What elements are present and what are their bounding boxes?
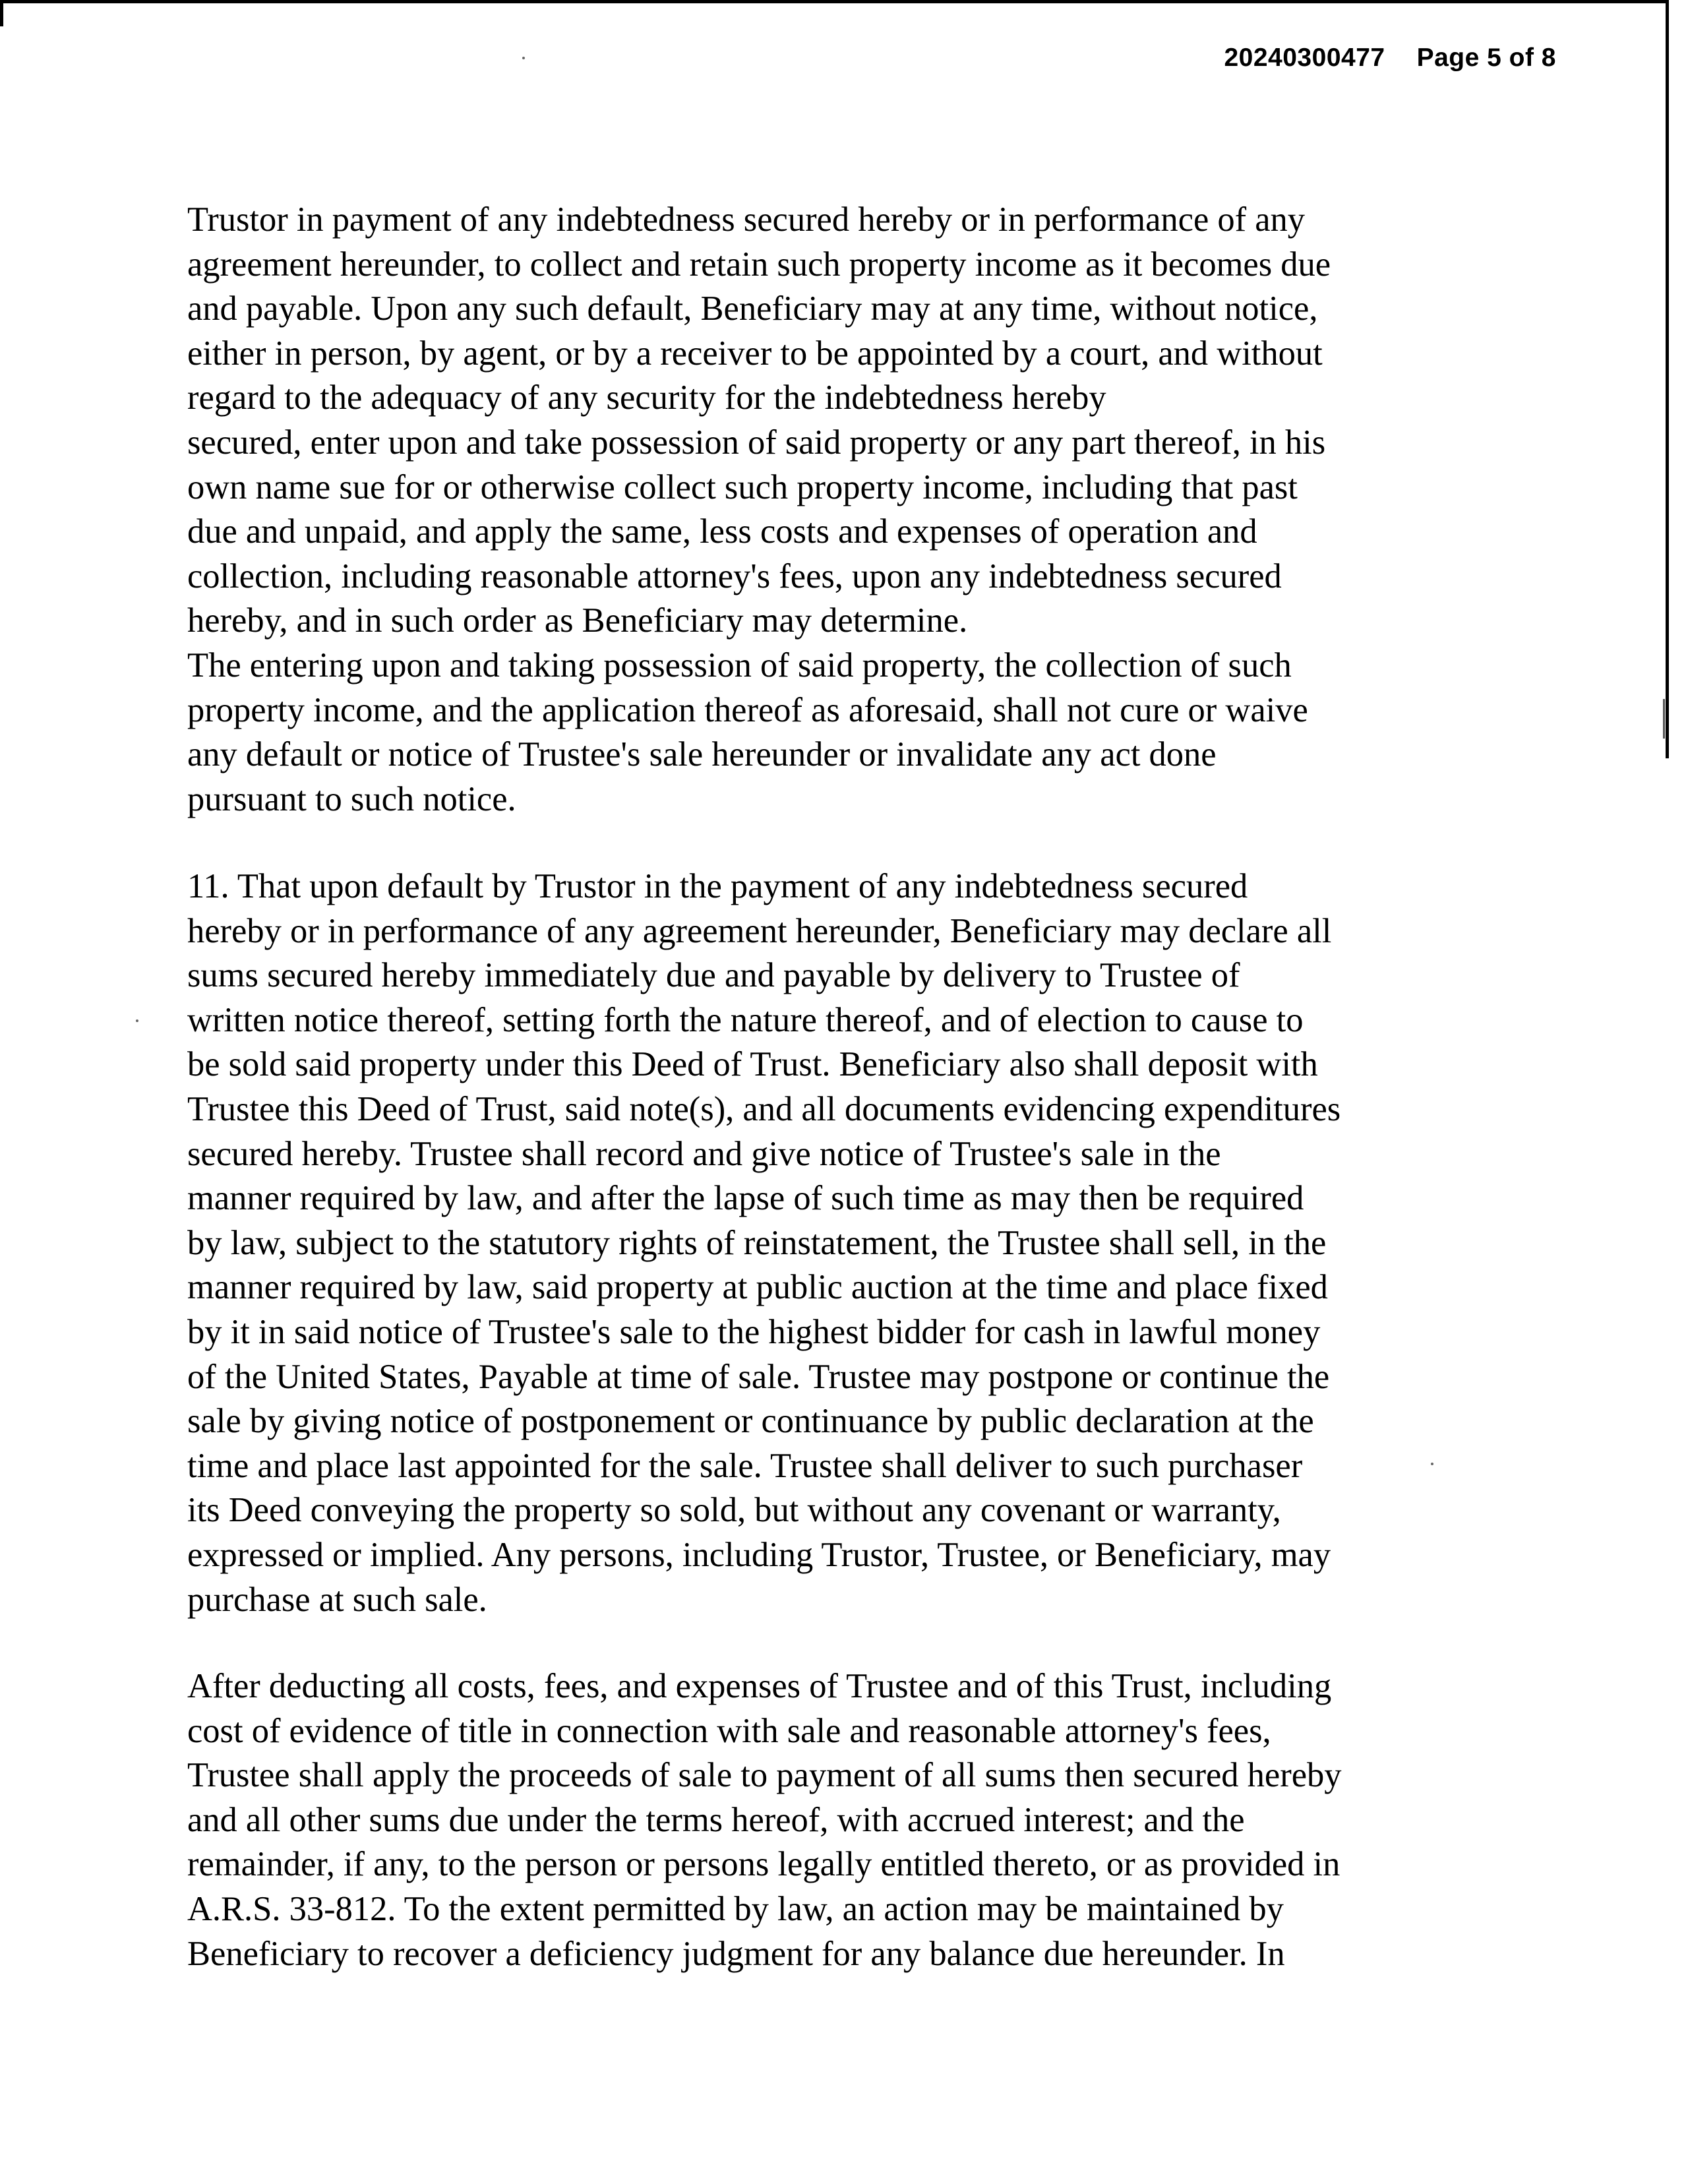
scan-border-right-faint [1663, 699, 1665, 739]
text-line: A.R.S. 33-812. To the extent permitted by law, an action may be maintained by [187, 1889, 1284, 1928]
text-line: due and unpaid, and apply the same, less costs and expenses of operation and [187, 512, 1257, 551]
text-line: its Deed conveying the property so sold, but without any covenant or warranty, [187, 1491, 1281, 1530]
document-number: 20240300477 [1224, 44, 1385, 72]
text-line: by it in said notice of Trustee's sale to the highest bidder for cash in lawful money [187, 1312, 1321, 1351]
text-line: and all other sums due under the terms hereof, with accrued interest; and the [187, 1800, 1245, 1839]
text-line: 11. That upon default by Trustor in the payment of any indebtedness secured [187, 867, 1248, 905]
text-line: Trustee this Deed of Trust, said note(s), and all documents evidencing expenditures [187, 1089, 1341, 1128]
text-line: sale by giving notice of postponement or continuance by public declaration at the [187, 1402, 1314, 1441]
scan-speck [136, 1019, 138, 1022]
text-line: secured hereby. Trustee shall record and give notice of Trustee's sale in the [187, 1134, 1221, 1173]
text-line: cost of evidence of title in connection with sale and reasonable attorney's fees, [187, 1711, 1271, 1750]
text-line: purchase at such sale. [187, 1580, 487, 1619]
text-line: Beneficiary to recover a deficiency judgment for any balance due hereunder. In [187, 1934, 1285, 1973]
text-line: secured, enter upon and take possession of said property or any part thereof, in his [187, 423, 1326, 462]
text-line: sums secured hereby immediately due and payable by delivery to Trustee of [187, 956, 1240, 995]
text-line: The entering upon and taking possession of said property, the collection of such [187, 646, 1292, 684]
text-line: Trustee shall apply the proceeds of sale to payment of all sums then secured hereby [187, 1756, 1342, 1795]
text-line: time and place last appointed for the sale. Trustee shall deliver to such purchaser [187, 1446, 1303, 1485]
text-line: Trustor in payment of any indebtedness secured hereby or in performance of any [187, 200, 1306, 239]
text-line: collection, including reasonable attorney's fees, upon any indebtedness secured [187, 557, 1282, 595]
paragraph-3 [187, 1664, 1506, 1976]
scan-speck [522, 57, 525, 59]
text-line: written notice thereof, setting forth the nature thereof, and of election to cause to [187, 1000, 1304, 1039]
scan-border-top [0, 0, 1667, 3]
text-line: be sold said property under this Deed of Trust. Beneficiary also shall deposit with [187, 1045, 1318, 1084]
text-line: of the United States, Payable at time of sale. Trustee may postpone or continue the [187, 1357, 1330, 1396]
text-line: own name sue for or otherwise collect such property income, including that past [187, 468, 1298, 506]
text-line: manner required by law, and after the lapse of such time as may then be required [187, 1179, 1304, 1218]
text-line: by law, subject to the statutory rights of reinstatement, the Trustee shall sell, in the [187, 1223, 1327, 1262]
paragraph-1 [187, 198, 1506, 822]
text-line: either in person, by agent, or by a receiver to be appointed by a court, and without [187, 334, 1323, 373]
text-line: manner required by law, said property at public auction at the time and place fixed [187, 1268, 1328, 1307]
text-line: remainder, if any, to the person or persons legally entitled thereto, or as provided in [187, 1845, 1341, 1884]
scan-border-right [1666, 0, 1669, 758]
text-line: and payable. Upon any such default, Beneficiary may at any time, without notice, [187, 289, 1318, 328]
paragraph-2 [187, 864, 1506, 1622]
text-line: After deducting all costs, fees, and expenses of Trustee and of this Trust, including [187, 1667, 1332, 1705]
text-line: any default or notice of Trustee's sale hereunder or invalidate any act done [187, 735, 1217, 774]
text-line: agreement hereunder, to collect and retain such property income as it becomes due [187, 245, 1331, 284]
scan-border-left-tick [0, 0, 3, 26]
text-line: expressed or implied. Any persons, including Trustor, Trustee, or Beneficiary, may [187, 1535, 1331, 1574]
text-line: property income, and the application thereof as aforesaid, shall not cure or waive [187, 690, 1308, 729]
page-number: Page 5 of 8 [1416, 44, 1556, 72]
text-line: hereby, and in such order as Beneficiary may determine. [187, 601, 968, 640]
text-line: hereby or in performance of any agreement hereunder, Beneficiary may declare all [187, 911, 1332, 950]
text-line: regard to the adequacy of any security for the indebtedness hereby [187, 379, 1106, 417]
page-header [1224, 44, 1556, 73]
text-line: pursuant to such notice. [187, 779, 516, 818]
